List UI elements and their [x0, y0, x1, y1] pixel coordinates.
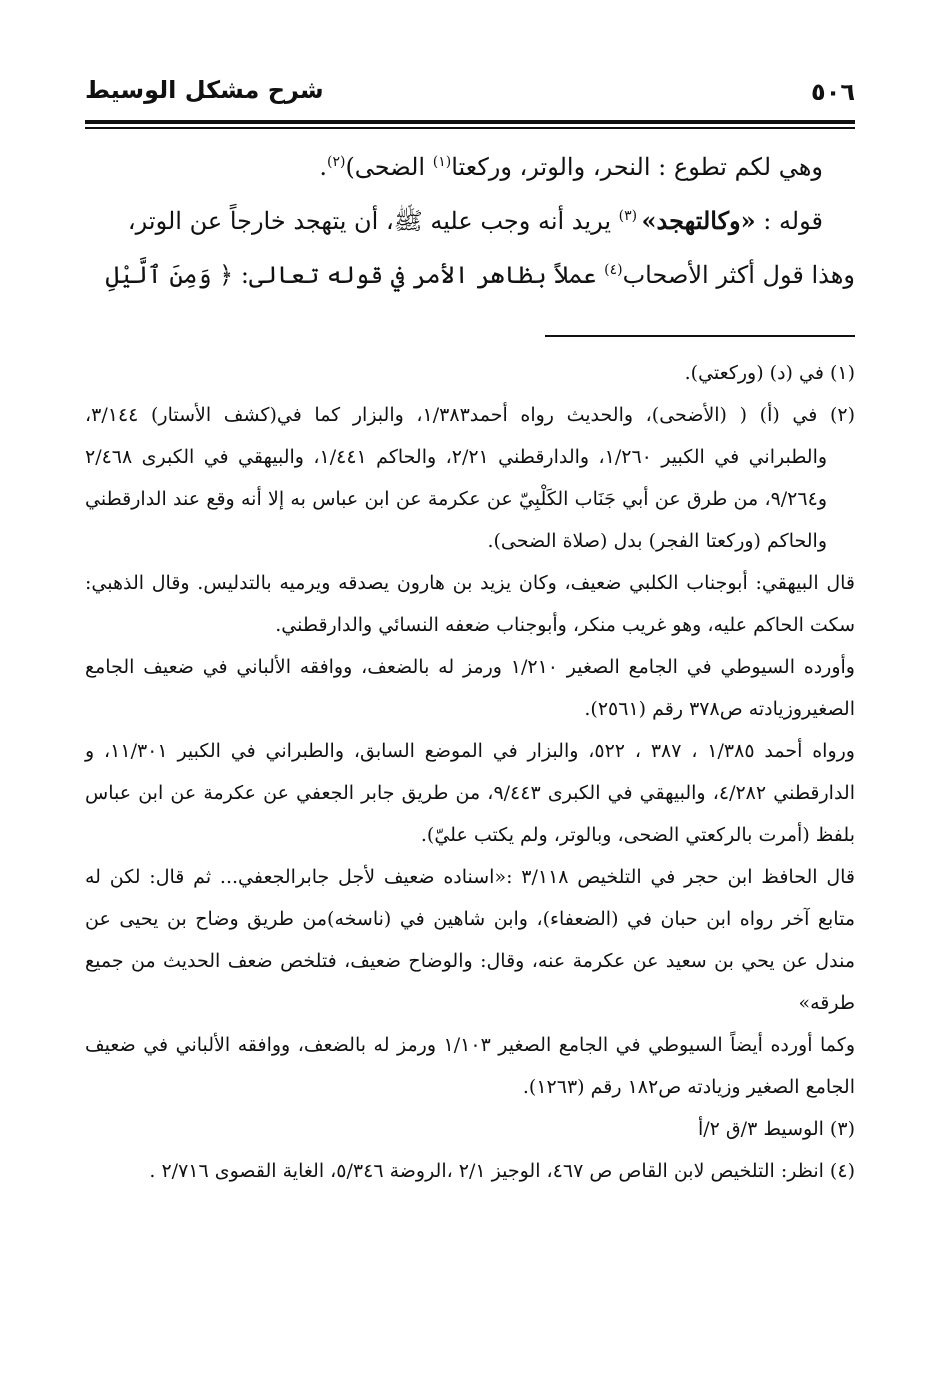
- header-rule-thin: [85, 127, 855, 129]
- footnote-4: (٤) انظر: التلخيص لابن القاص ص ٤٦٧، الوجيز ٢/١ ،الروضة ٥/٣٤٦، الغاية القصوى ٢/٧١٦ .: [149, 1160, 855, 1182]
- footnote-2: (٢) في (أ) ( (الأضحى)، والحديث رواه أحمد١/٣٨٣، والبزار كما في(كشف الأستار) ٣/١٤٤، والطبراني في الكبير ١/٢٦٠، والدارقطني ٢/٢١، والحاكم ١/٤٤١، والبيهقي في الكبرى ٢/٤٦٨ و٩/٢٦٤، من طرق عن أبي جَنَاب الكَلْبِيّ عن عكرمة عن ابن عباس به إلا أنه وقع عند الدارقطني والحاكم (وركعتا الفجر) بدل (صلاة الضحى).: [85, 404, 855, 552]
- main-text: [85, 140, 855, 302]
- footnote-2-para: ورواه أحمد ١/٣٨٥ ، ٣٨٧ ، ٥٢٢، والبزار في الموضع السابق، والطبراني في الكبير ١١/٣٠١، و الدارقطني ٤/٢٨٢، والبيهقي في الكبرى ٩/٤٤٣، من طريق جابر الجعفي عن عكرمة عن ابن عباس بلفظ (أمرت بالركعتي الضحى، وبالوتر، ولم يكتب عليّ).: [85, 740, 855, 846]
- footnote-1: (١) في (د) (وركعتي).: [684, 362, 855, 384]
- footnote-2-para: قال البيهقي: أبوجناب الكلبي ضعيف، وكان يزيد بن هارون يصدقه ويرميه بالتدليس. وقال الذهبي: سكت الحاكم عليه، وهو غريب منكر، وأبوجناب ضعفه النسائي والدارقطني.: [85, 572, 855, 636]
- main-line: وهي لكم تطوع : النحر، والوتر، وركعتا$^{(١)}$ الضحى)$^{(٢)}$.: [319, 153, 823, 181]
- main-line: وهذا قول أكثر الأصحاب$^{(٤)}$ عملاً بظاهر الأمر في قوله تعالى: ﴿ وَمِنَ ٱلَّيْلِ: [105, 261, 855, 289]
- footnote-2-para: قال الحافظ ابن حجر في التلخيص ٣/١١٨ :«اسناده ضعيف لأجل جابرالجعفي... ثم قال: لكن له متابع آخر رواه ابن حبان في (الضعفاء)، وابن شاهين في (ناسخه)من طريق وضاح بن يحيى عن مندل عن يحي بن سعيد عن عكرمة عنه، وقال: والوضاح ضعيف، فتلخص ضعف الحديث من جميع طرقه»: [85, 866, 855, 1014]
- footnote-ref: (٤): [604, 262, 623, 278]
- footnote-separator: [545, 335, 855, 337]
- footnote-ref: (١): [432, 154, 452, 170]
- running-title: شرح مشكل الوسيط: [85, 76, 324, 104]
- page-header: [85, 74, 855, 118]
- main-line: قوله : «وكالتهجد» $^{(٣)}$ يريد أنه وجب عليه ﷺ، أن يتهجد خارجاً عن الوتر،: [127, 206, 823, 235]
- footnote-ref: (٢): [326, 154, 346, 170]
- header-rule-thick: [85, 120, 855, 124]
- footnote-3: (٣) الوسيط ٣/ق ٢/أ: [697, 1118, 855, 1140]
- footnotes: [85, 352, 855, 1192]
- quoted-term: «وكالتهجد»: [641, 206, 756, 235]
- page-number: ٥٠٦: [811, 78, 855, 106]
- footnote-ref: (٣): [618, 208, 642, 224]
- footnote-2-para: وأورده السيوطي في الجامع الصغير ١/٢١٠ ورمز له بالضعف، ووافقه الألباني في ضعيف الجامع الصغيروزيادته ص٣٧٨ رقم (٢٥٦١).: [85, 656, 855, 720]
- footnote-2-para: وكما أورده أيضاً السيوطي في الجامع الصغير ١/١٠٣ ورمز له بالضعف، ووافقه الألباني في ضعيف الجامع الصغير وزيادته ص١٨٢ رقم (١٢٦٣).: [85, 1034, 855, 1098]
